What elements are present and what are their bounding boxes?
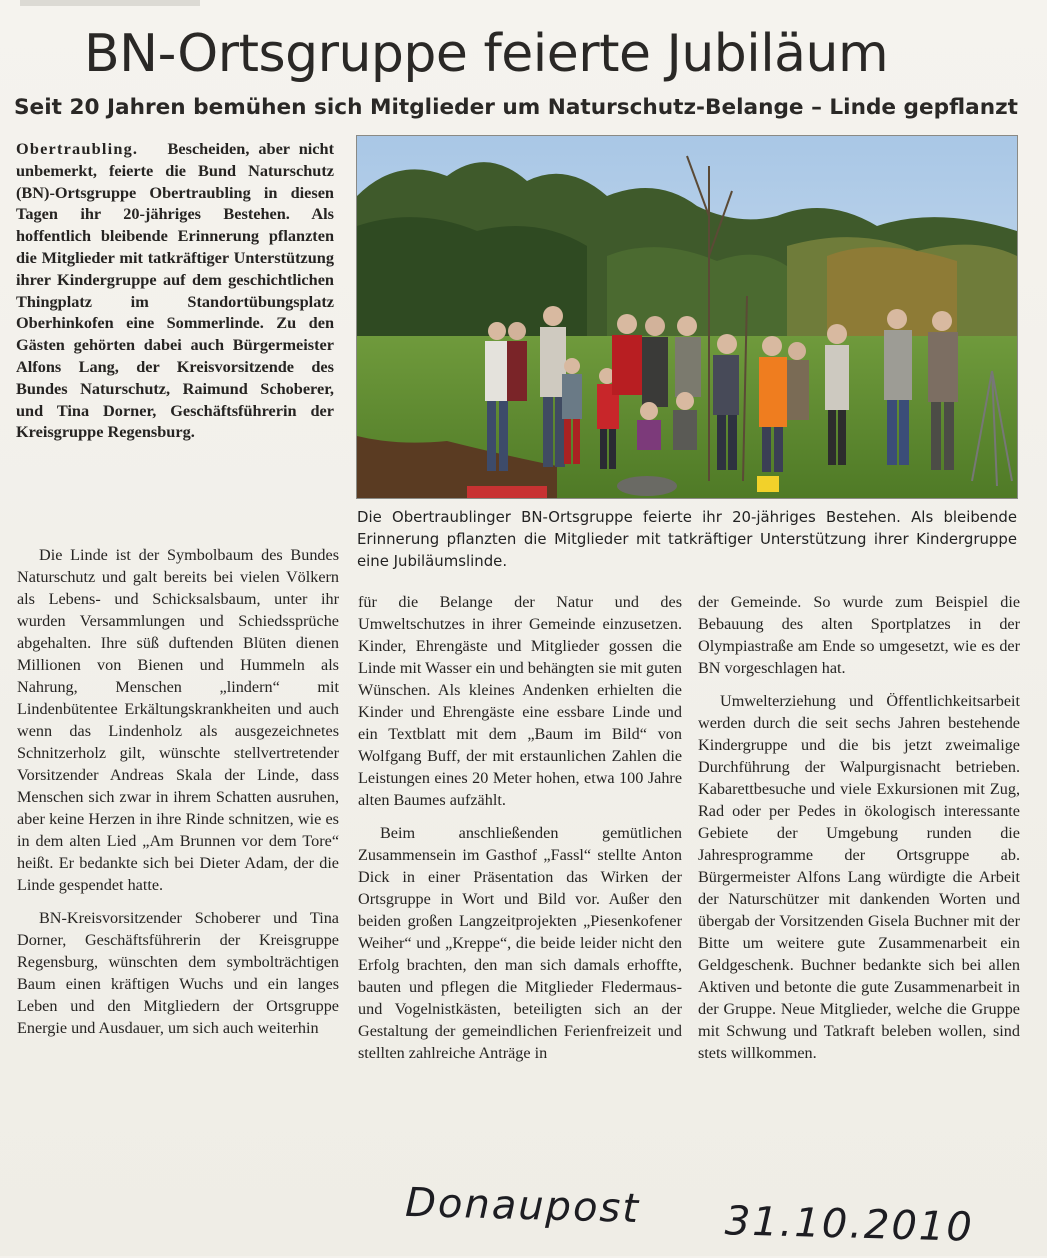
handwritten-source-note bbox=[404, 1172, 1026, 1258]
body-column-1 bbox=[17, 544, 339, 1039]
lead-text: Bescheiden, aber nicht unbemerkt, feierte die Bund Naturschutz (BN)-Ortsgruppe Obertraubling in diesen Tagen ihr 20-jähriges Bestehen. Als hoffentlich bleibende Erinnerung pflanzten die Mitglieder mit tatkräftiger Unterstützung ihrer Kindergruppe auf dem geschichtlichen Thingplatz im Standortübungsplatz Oberhinkofen eine Sommerlinde. Zu den Gästen gehörten dabei auch Bürgermeister Alfons Lang, der Kreisvorsitzende des Bundes Naturschutz, Raimund Schoberer, und Tina Dorner, Geschäftsführerin der Kreisgruppe Regensburg. bbox=[16, 139, 334, 442]
handwritten-date: 31.10.2010 bbox=[724, 1198, 975, 1251]
handwritten-source: Donaupost bbox=[404, 1179, 641, 1233]
photo-caption: Die Obertraublinger BN-Ortsgruppe feierte ihr 20-jähriges Bestehen. Als bleibende Erinnerung pflanzten die Mitglieder mit tatkräftiger Unterstützung ihrer Kindergruppe eine Jubiläumslinde. bbox=[357, 508, 1017, 570]
body-column-2 bbox=[358, 591, 682, 1064]
paragraph: Die Linde ist der Symbolbaum des Bundes Naturschutz und galt bereits bei vielen Völkern als Lebens- und Schicksalsbaum, unter ihr wurden Versammlungen und Schiedssprüche abgehalten. Ihre süß duftenden Blüten dienen Millionen von Bienen und Hummeln als Nahrung, Menschen „lindern“ mit Lindenbütentee Erkältungskrankheiten und auch wenn das Lindenholz als ausgezeichnetes Schnitzerholz gilt, wünschte stellvertretender Vorsitzender Andreas Skala der Linde, dass Menschen sich zwar in ihrem Schatten ausruhen, aber keine Herzen in ihre Rinde schnitzen, wie es in dem alten Lied „Am Brunnen vor dem Tore“ heißt. Er bedankte sich bei Dieter Adam, der die Linde gespendet hatte. bbox=[17, 546, 339, 894]
dateline: Obertraubling. bbox=[16, 139, 159, 158]
paragraph: Umwelterziehung und Öffentlichkeitsarbeit werden durch die seit sechs Jahren bestehende Kindergruppe und die bis jetzt zweimalige Durchführung der Walpurgisnacht betrieben. Kabarettbesuche und viele Exkursionen mit Zug, Rad oder per Pedes in ökologisch interessante Gebiete der Umgebung runden die Jahresprogramme der Ortsgruppe ab. Bürgermeister Alfons Lang würdigte die Arbeit der Naturschützer mit dankenden Worten und übergab der Vorsitzenden Gisela Buchner mit der Bitte um weitere gute Zusammenarbeit ein Geldgeschenk. Buchner bedankte sich bei allen Aktiven und betonte die gute Zusammenarbeit in der Gruppe. Neue Mitglieder, welche die Gruppe mit Schwung und Tatkraft beleben wollen, sind stets willkommen. bbox=[698, 692, 1020, 1062]
paragraph: der Gemeinde. So wurde zum Beispiel die Bebauung des alten Sportplatzes in der Olympiastraße am Ende so umgesetzt, wie es der BN vorgeschlagen hat. bbox=[698, 593, 1020, 677]
lead-paragraph bbox=[16, 138, 334, 443]
paragraph: BN-Kreisvorsitzender Schoberer und Tina Dorner, Geschäftsführerin der Kreisgruppe Regensburg, wünschten dem symbolträchtigen Baum einen kräftigen Wuchs und ein langes Leben und den Mitgliedern der Ortsgruppe Energie und Ausdauer, um sich auch weiterhin bbox=[17, 909, 339, 1037]
paragraph: für die Belange der Natur und des Umweltschutzes in ihrer Gemeinde einzusetzen. Kinder, Ehrengäste und Mitglieder gossen die Linde mit Wasser ein und behängten sie mit guten Wünschen. Als kleines Andenken erhielten die Kinder und Ehrengäste eine essbare Linde und ein Textblatt mit dem „Baum im Bild“ von Wolfgang Buff, der mit erstaunlichen Zahlen die Leistungen eines 20 Meter hohen, etwa 100 Jahre alten Baumes aufzählt. bbox=[358, 593, 682, 809]
body-column-3 bbox=[698, 591, 1020, 1064]
torn-edge bbox=[20, 0, 200, 6]
headline: BN-Ortsgruppe feierte Jubiläum bbox=[84, 24, 889, 84]
paragraph: Beim anschließenden gemütlichen Zusammensein im Gasthof „Fassl“ stellte Anton Dick in einer Präsentation das Wirken der Ortsgruppe in Wort und Bild vor. Außer den beiden großen Langzeitprojekten „Piesenkofener Weiher“ und „Kreppe“, die beide leider nicht den Erfolg brachten, den man sich damals erhoffte, bauten und pflegen die Mitglieder Fledermaus- und Vogelnistkästen, beteiligten sich an der Gestaltung der gemeindlichen Ferienfreizeit und stellten zahlreiche Anträge in bbox=[358, 824, 682, 1062]
subheadline: Seit 20 Jahren bemühen sich Mitglieder um Naturschutz-Belange – Linde gepflanzt bbox=[14, 95, 1018, 120]
article-photo bbox=[356, 135, 1018, 499]
tree-planting-photo bbox=[357, 136, 1017, 498]
